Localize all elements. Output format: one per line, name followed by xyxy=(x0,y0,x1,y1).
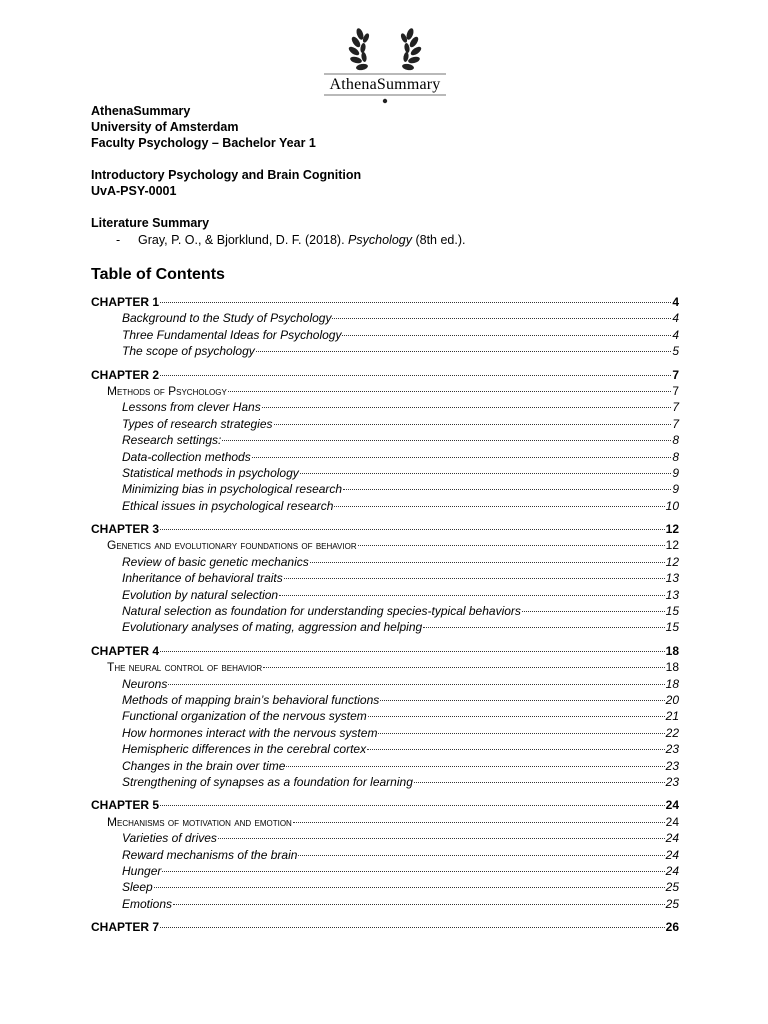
toc-leader-dots xyxy=(284,577,665,579)
toc-leader-dots xyxy=(334,505,664,507)
toc-leader-dots xyxy=(367,748,665,750)
toc-entry-page: 23 xyxy=(665,758,679,773)
toc-leader-dots xyxy=(423,626,664,628)
toc-entry-chapter[interactable] xyxy=(91,797,679,813)
toc-entry-sub[interactable] xyxy=(91,619,679,635)
toc-entry-label: Background to the Study of Psychology xyxy=(122,311,332,326)
toc-leader-dots xyxy=(160,804,665,806)
literature-reference xyxy=(116,233,465,247)
toc-entry-sub[interactable] xyxy=(91,758,679,774)
toc-entry-label: Ethical issues in psychological research xyxy=(122,498,334,513)
toc-entry-sub[interactable] xyxy=(91,830,679,846)
toc-entry-label: Varieties of drives xyxy=(122,831,217,846)
toc-entry-sub[interactable] xyxy=(91,774,679,790)
toc-entry-page: 24 xyxy=(665,831,679,846)
toc-entry-sub[interactable] xyxy=(91,725,679,741)
toc-entry-label: Methods of Psychology xyxy=(107,383,227,398)
toc-entry-page: 5 xyxy=(672,344,679,359)
toc-entry-page: 20 xyxy=(665,692,679,707)
laurel-wreath-icon xyxy=(320,26,450,106)
toc-entry-page: 23 xyxy=(665,774,679,789)
toc-entry-sub[interactable] xyxy=(91,847,679,863)
toc-entry-chapter[interactable] xyxy=(91,367,679,383)
toc-entry-page: 4 xyxy=(672,327,679,342)
toc-chapter-group xyxy=(91,367,679,515)
toc-entry-label: Neurons xyxy=(122,676,168,691)
toc-entry-label: Lessons from clever Hans xyxy=(122,400,261,415)
logo-wordmark: AthenaSummary xyxy=(329,76,441,93)
toc-leader-dots xyxy=(332,317,671,319)
toc-entry-label: CHAPTER 7 xyxy=(91,920,160,935)
toc-entry-chapter[interactable] xyxy=(91,919,679,935)
toc-leader-dots xyxy=(252,456,672,458)
toc-entry-page: 12 xyxy=(665,538,679,553)
toc-entry-label: Sleep xyxy=(122,880,153,895)
brand-logo xyxy=(320,26,450,106)
reference-edition: (8th ed.). xyxy=(411,233,466,247)
toc-entry-page: 24 xyxy=(665,798,679,813)
toc-entry-page: 7 xyxy=(672,400,679,415)
toc-entry-section[interactable] xyxy=(91,659,679,675)
reference-authors: Gray, P. O., & Bjorklund, D. F. (2018). xyxy=(138,233,349,247)
toc-entry-page: 25 xyxy=(665,880,679,895)
toc-leader-dots xyxy=(358,544,665,546)
toc-entry-page: 9 xyxy=(672,482,679,497)
course-title: Introductory Psychology and Brain Cognition xyxy=(91,168,362,182)
toc-entry-label: Hemispheric differences in the cerebral cortex xyxy=(122,742,367,757)
toc-entry-sub[interactable] xyxy=(91,343,679,359)
toc-entry-sub[interactable] xyxy=(91,896,679,912)
toc-leader-dots xyxy=(160,650,665,652)
toc-entry-label: Methods of mapping brain’s behavioral functions xyxy=(122,692,380,707)
toc-entry-label: Changes in the brain over time xyxy=(122,758,286,773)
toc-entry-page: 9 xyxy=(672,465,679,480)
literature-heading: Literature Summary xyxy=(91,216,210,230)
toc-entry-sub[interactable] xyxy=(91,327,679,343)
toc-leader-dots xyxy=(343,488,671,490)
toc-entry-label: How hormones interact with the nervous system xyxy=(122,725,378,740)
toc-chapter-group xyxy=(91,797,679,912)
toc-leader-dots xyxy=(160,301,671,303)
toc-entry-page: 21 xyxy=(665,709,679,724)
toc-entry-label: Hunger xyxy=(122,863,162,878)
toc-leader-dots xyxy=(414,781,665,783)
faculty-name: Faculty Psychology – Bachelor Year 1 xyxy=(91,136,316,150)
toc-entry-sub[interactable] xyxy=(91,416,679,432)
toc-entry-page: 18 xyxy=(665,676,679,691)
toc-leader-dots xyxy=(293,821,665,823)
toc-leader-dots xyxy=(218,837,665,839)
toc-entry-page: 4 xyxy=(672,311,679,326)
toc-leader-dots xyxy=(162,870,664,872)
toc-entry-page: 12 xyxy=(665,554,679,569)
toc-leader-dots xyxy=(173,903,665,905)
toc-entry-page: 10 xyxy=(665,498,679,513)
toc-leader-dots xyxy=(256,350,672,352)
university-name: University of Amsterdam xyxy=(91,120,239,134)
toc-entry-label: Minimizing bias in psychological research xyxy=(122,482,343,497)
toc-entry-label: Data-collection methods xyxy=(122,449,251,464)
toc-entry-label: Reward mechanisms of the brain xyxy=(122,847,298,862)
toc-entry-sub[interactable] xyxy=(91,879,679,895)
toc-entry-label: Mechanisms of motivation and emotion xyxy=(107,814,292,829)
toc-entry-sub[interactable] xyxy=(91,449,679,465)
document-header xyxy=(91,103,361,231)
toc-entry-sub[interactable] xyxy=(91,741,679,757)
toc-entry-page: 8 xyxy=(672,433,679,448)
toc-entry-page: 15 xyxy=(665,604,679,619)
toc-leader-dots xyxy=(262,406,672,408)
toc-entry-sub[interactable] xyxy=(91,432,679,448)
toc-entry-page: 13 xyxy=(665,587,679,602)
toc-entry-page: 15 xyxy=(665,620,679,635)
toc-entry-section[interactable] xyxy=(91,814,679,830)
toc-leader-dots xyxy=(222,439,671,441)
reference-book-title: Psychology xyxy=(348,233,412,247)
toc-entry-sub[interactable] xyxy=(91,570,679,586)
toc-leader-dots xyxy=(522,610,665,612)
toc-leader-dots xyxy=(342,334,671,336)
toc-entry-label: Three Fundamental Ideas for Psychology xyxy=(122,327,342,342)
toc-leader-dots xyxy=(168,683,664,685)
course-code: UvA-PSY-0001 xyxy=(91,184,177,198)
toc-entry-label: Functional organization of the nervous system xyxy=(122,709,367,724)
toc-entry-label: Types of research strategies xyxy=(122,416,273,431)
toc-entry-page: 7 xyxy=(672,416,679,431)
toc-entry-sub[interactable] xyxy=(91,587,679,603)
toc-entry-chapter[interactable] xyxy=(91,521,679,537)
toc-entry-page: 7 xyxy=(672,383,679,398)
toc-leader-dots xyxy=(263,666,664,668)
toc-entry-sub[interactable] xyxy=(91,708,679,724)
toc-entry-page: 7 xyxy=(672,367,679,382)
toc-entry-sub[interactable] xyxy=(91,554,679,570)
toc-entry-sub[interactable] xyxy=(91,676,679,692)
toc-entry-label: Evolutionary analyses of mating, aggression and helping xyxy=(122,620,423,635)
toc-entry-label: Evolution by natural selection xyxy=(122,587,279,602)
toc-entry-page: 24 xyxy=(665,847,679,862)
toc-entry-page: 4 xyxy=(672,295,679,309)
toc-entry-chapter[interactable] xyxy=(91,643,679,659)
toc-entry-page: 22 xyxy=(665,725,679,740)
toc-leader-dots xyxy=(368,715,665,717)
toc-entry-label: Emotions xyxy=(122,896,173,911)
toc-entry-page: 25 xyxy=(665,896,679,911)
toc-entry-label: The scope of psychology xyxy=(122,344,255,359)
toc-entry-section[interactable] xyxy=(91,537,679,553)
toc-leader-dots xyxy=(154,886,665,888)
toc-entry-sub[interactable] xyxy=(91,310,679,326)
table-of-contents xyxy=(91,294,679,942)
toc-entry-label: CHAPTER 4 xyxy=(91,643,160,658)
toc-entry-sub[interactable] xyxy=(91,603,679,619)
toc-entry-sub[interactable] xyxy=(91,498,679,514)
toc-entry-page: 26 xyxy=(665,920,679,935)
toc-leader-dots xyxy=(310,561,665,563)
toc-leader-dots xyxy=(286,765,664,767)
toc-chapter-group xyxy=(91,643,679,791)
toc-leader-dots xyxy=(160,528,665,530)
toc-entry-label: CHAPTER 5 xyxy=(91,798,160,813)
toc-entry-section[interactable] xyxy=(91,383,679,399)
toc-entry-label: Inheritance of behavioral traits xyxy=(122,571,283,586)
toc-entry-sub[interactable] xyxy=(91,465,679,481)
toc-chapter-group xyxy=(91,294,679,360)
toc-entry-page: 13 xyxy=(665,571,679,586)
toc-leader-dots xyxy=(274,423,672,425)
toc-entry-label: The neural control of behavior xyxy=(107,660,263,675)
toc-entry-label: Statistical methods in psychology xyxy=(122,465,299,480)
toc-leader-dots xyxy=(298,854,664,856)
toc-chapter-group xyxy=(91,521,679,636)
toc-entry-label: Strengthening of synapses as a foundation for learning xyxy=(122,774,413,789)
toc-entry-sub[interactable] xyxy=(91,399,679,415)
toc-entry-page: 24 xyxy=(665,814,679,829)
toc-entry-page: 24 xyxy=(665,863,679,878)
toc-entry-sub[interactable] xyxy=(91,481,679,497)
toc-entry-page: 12 xyxy=(665,522,679,537)
toc-leader-dots xyxy=(378,732,664,734)
toc-entry-sub[interactable] xyxy=(91,863,679,879)
toc-entry-label: CHAPTER 3 xyxy=(91,522,160,537)
toc-entry-label: Review of basic genetic mechanics xyxy=(122,554,309,569)
toc-entry-chapter[interactable] xyxy=(91,294,679,310)
toc-leader-dots xyxy=(228,390,672,392)
toc-leader-dots xyxy=(279,594,665,596)
toc-entry-page: 23 xyxy=(665,742,679,757)
toc-leader-dots xyxy=(380,699,664,701)
toc-entry-label: Genetics and evolutionary foundations of behavior xyxy=(107,538,357,553)
toc-entry-label: Research settings: xyxy=(122,433,222,448)
toc-chapter-group xyxy=(91,919,679,935)
toc-entry-sub[interactable] xyxy=(91,692,679,708)
toc-leader-dots xyxy=(160,926,665,928)
toc-entry-label: Natural selection as foundation for understanding species-typical behaviors xyxy=(122,604,521,619)
toc-title: Table of Contents xyxy=(91,266,225,283)
toc-entry-page: 8 xyxy=(672,449,679,464)
org-name: AthenaSummary xyxy=(91,104,191,118)
toc-entry-page: 18 xyxy=(665,660,679,675)
toc-leader-dots xyxy=(160,374,671,376)
toc-leader-dots xyxy=(300,472,672,474)
list-dash: - xyxy=(116,233,121,247)
toc-entry-label: CHAPTER 2 xyxy=(91,367,160,382)
toc-entry-page: 18 xyxy=(665,643,679,658)
toc-entry-label: CHAPTER 1 xyxy=(91,295,160,309)
